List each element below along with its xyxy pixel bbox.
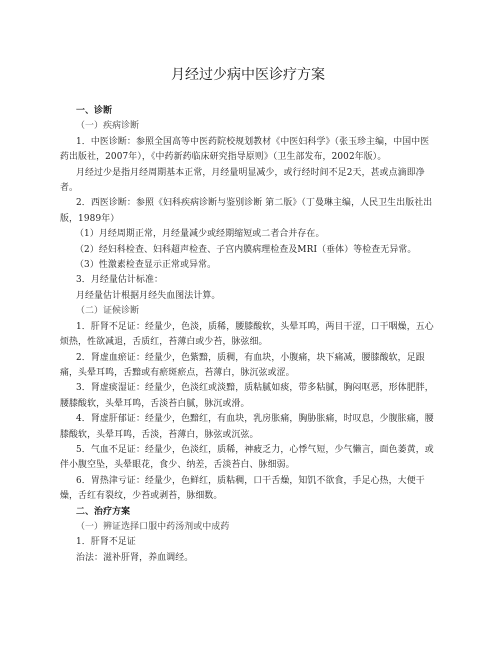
criterion-3: （3）性激素检查显示正常或异常。 [75, 260, 217, 271]
treatment-method-1: 治法：滋补肝肾，养血调经。 [76, 552, 194, 563]
paragraph-western-diagnosis: 2．西医诊断：参照《妇科疾病诊断与鉴别诊断 第二版》（丁曼琳主编，人民卫生出版社出版，1989年） [60, 198, 433, 224]
paragraph-volume-method: 月经量估计根据月经失血图法计算。 [76, 290, 221, 301]
syndrome-1: 1．肝肾不足证：经量少，色淡，质稀，腰膝酸软，头晕耳鸣，两目干涩，口干咽燥，五心烦热，性欲减退，舌质红，苔薄白或少苔，脉弦细。 [60, 321, 434, 348]
syndrome-6: 6．胃热津亏证：经量少，色鲜红，质粘稠，口干舌燥，知饥不欲食，手足心热，大便干燥，舌红有裂纹，少苔或剥苔，脉细数。 [60, 475, 425, 502]
document-body [60, 104, 438, 566]
paragraph-definition: 月经过少是指月经周期基本正常，月经量明显减少，或行经时间不足2天，甚或点滴即净者。 [60, 167, 425, 194]
section-heading-diagnosis: 一、诊断 [76, 106, 113, 116]
treatment-item-1: 1．肝肾不足证 [76, 537, 136, 548]
subsection-oral-medicine: （一）辨证选择口服中药汤剂或中成药 [76, 521, 230, 532]
syndrome-5: 5．气血不足证：经量少，色淡红，质稀，神疲乏力，心悸气短，少气懒言，面色萎黄，或伴小腹空坠，头晕眼花，食少、纳差，舌淡苔白、脉细弱。 [60, 444, 434, 471]
document-title: 月经过少病中医诊疗方案 [171, 67, 325, 83]
subsection-syndrome-diagnosis: （二）证候诊断 [76, 306, 140, 317]
subsection-disease-diagnosis: （一）疾病诊断 [76, 121, 140, 132]
syndrome-3: 3．肾虚痰湿证：经量少，色淡红或淡黯，质粘腻如痰，带多粘腻，胸闷呕恶，形体肥胖，腰膝酸软，头晕耳鸣，舌淡苔白腻，脉沉或滑。 [60, 383, 434, 409]
paragraph-volume-standard: 3．月经量估计标准： [76, 275, 164, 286]
syndrome-2: 2．肾虚血瘀证：经量少，色紫黯，质稠，有血块，小腹痛，块下痛减，腰膝酸软，足跟痛，头晕耳鸣，舌黯或有瘀斑瘀点，苔薄白，脉沉弦或涩。 [60, 352, 425, 378]
criterion-2: （2）经妇科检查、妇科超声检查、子宫内膜病理检查及MRI（垂体）等检查无异常。 [75, 244, 417, 255]
criterion-1: （1）月经周期正常，月经量减少或经期缩短或二者合并存在。 [75, 229, 325, 240]
paragraph-tcm-diagnosis: 1．中医诊断：参照全国高等中医药院校规划教材《中医妇科学》（张玉珍主编，中国中医药出版社，2007年），《中药新药临床研究指导原则》（卫生部发布，2002年版）。 [60, 136, 430, 163]
section-heading-treatment: 二、治疗方案 [76, 506, 131, 517]
syndrome-4: 4．肾虚肝郁证：经量少，色黯红，有血块，乳房胀痛，胸胁胀痛，时叹息，少腹胀痛，腰膝酸软，头晕耳鸣，舌淡，苔薄白，脉弦或沉弦。 [60, 414, 434, 440]
